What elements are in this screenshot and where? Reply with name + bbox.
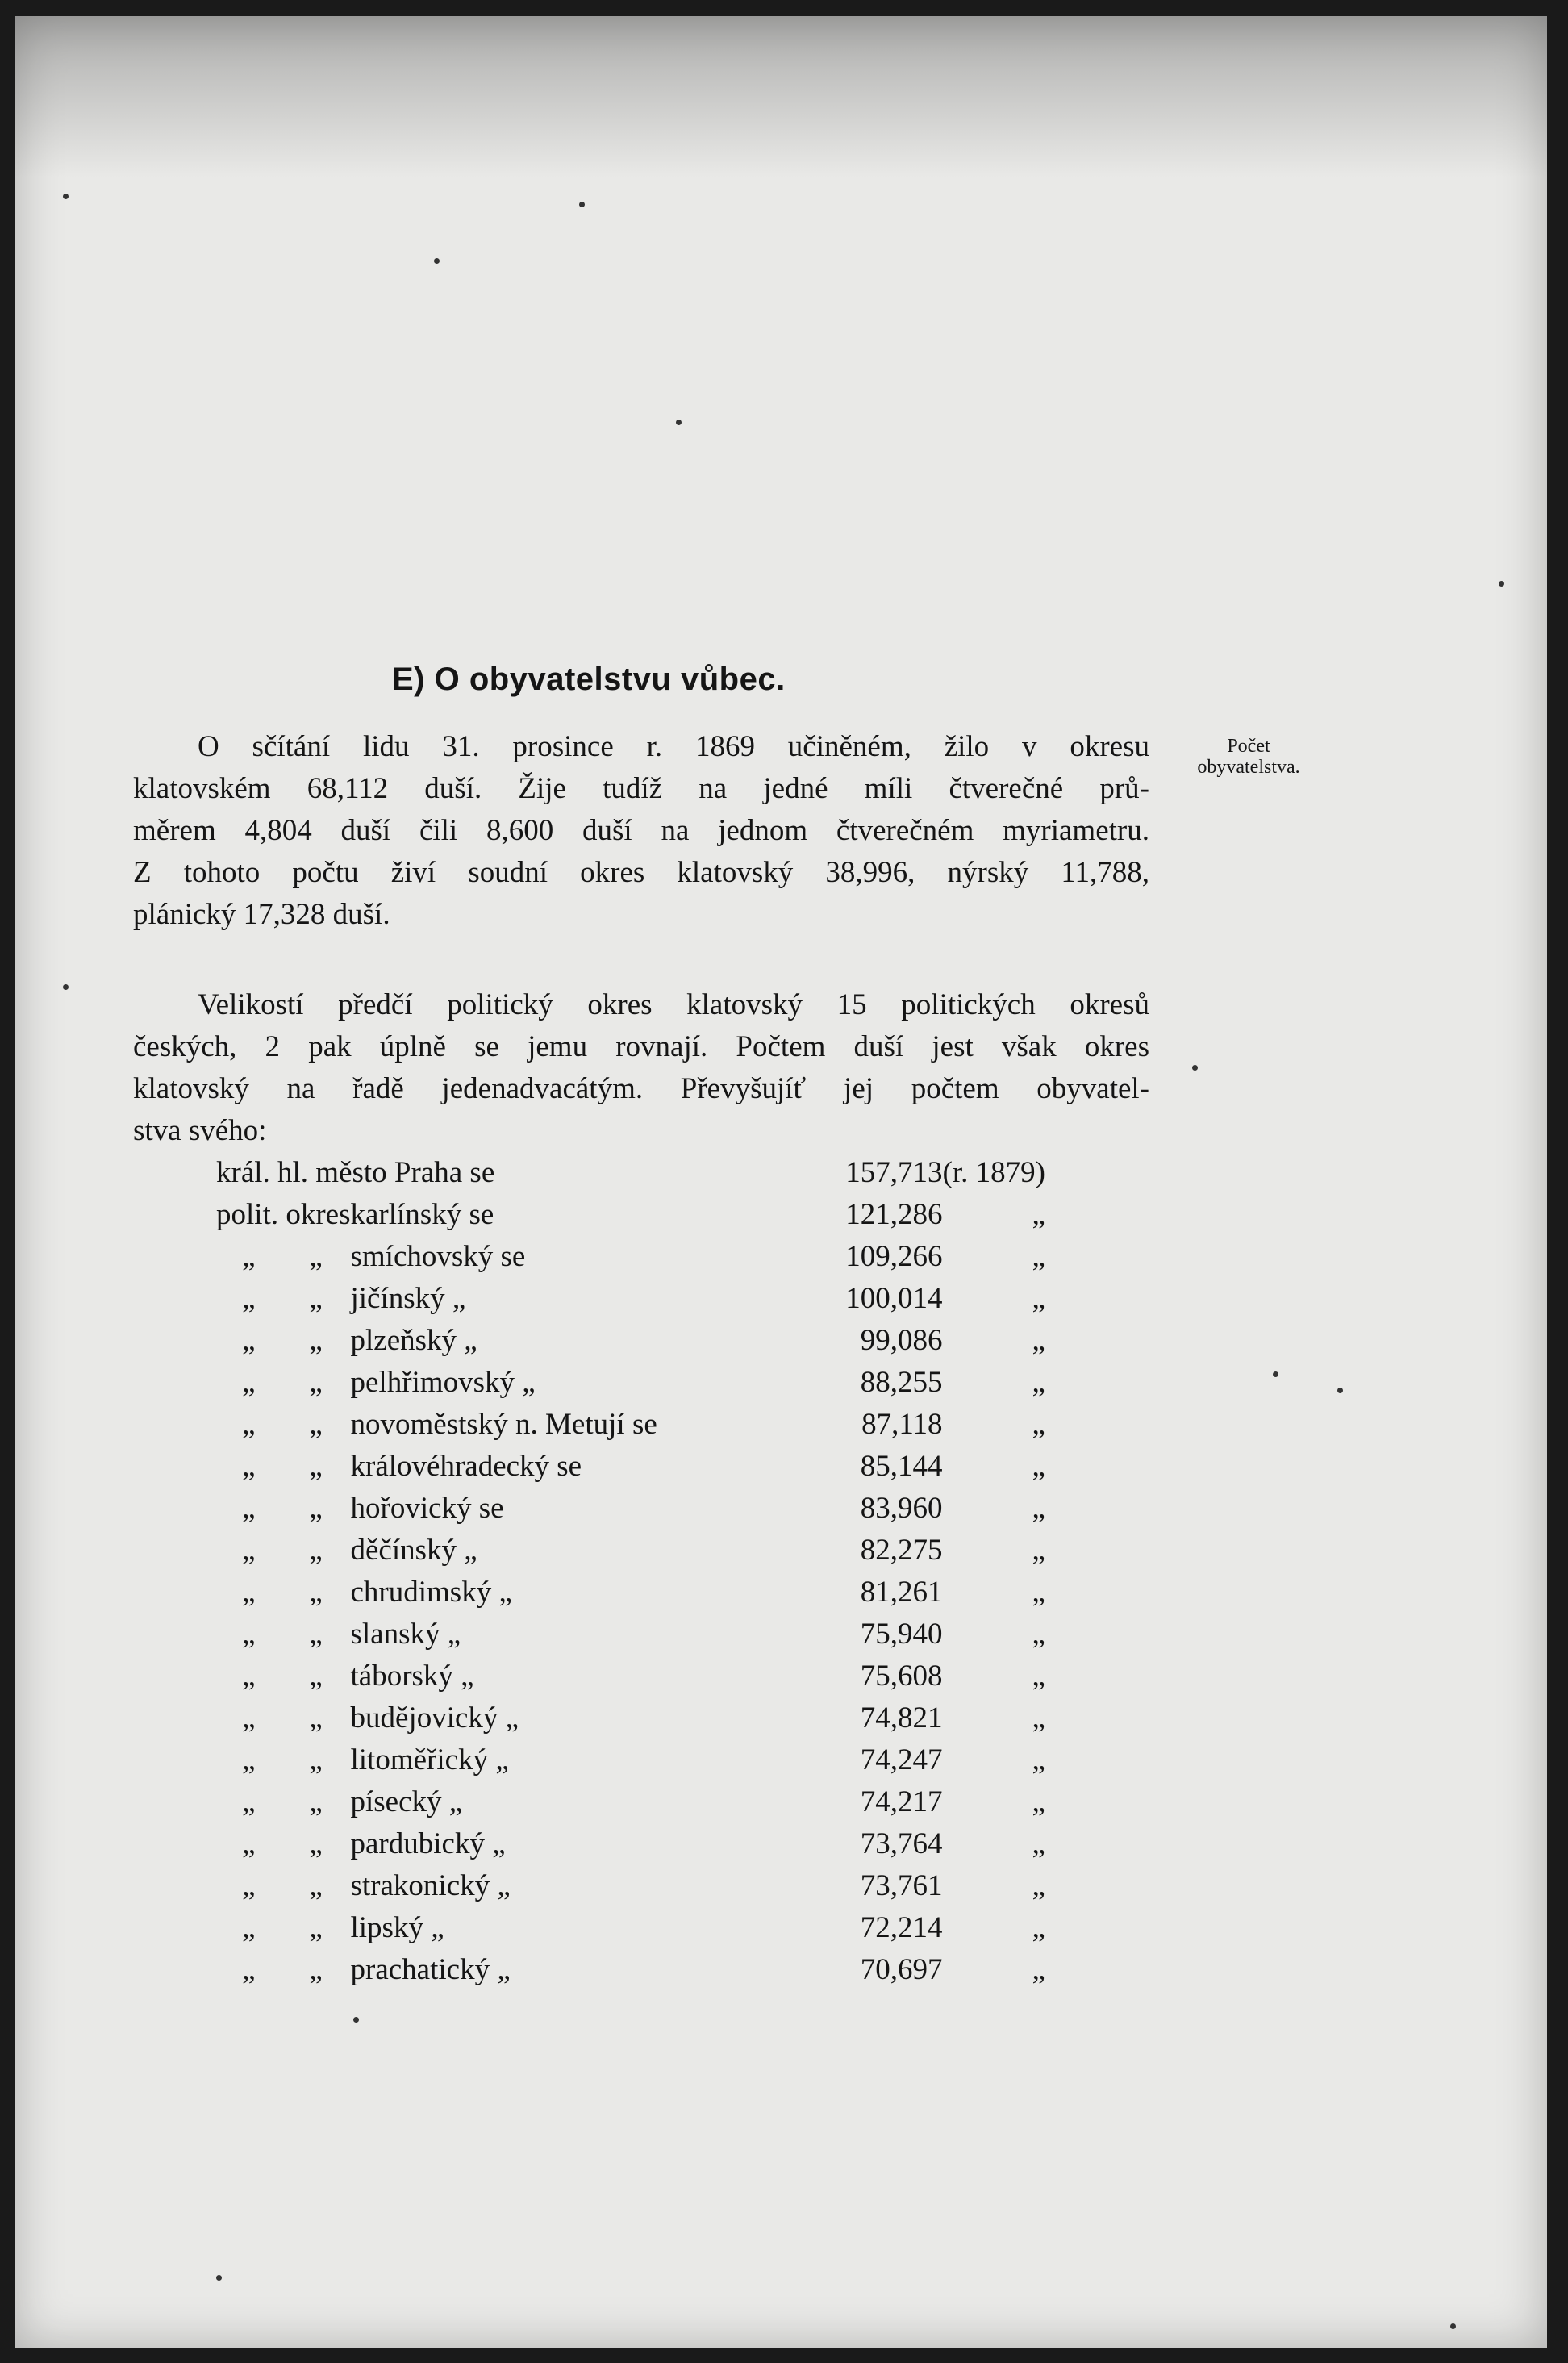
population-value: 73,761 xyxy=(860,1868,943,1902)
ditto-mark: „ xyxy=(309,1239,323,1273)
ditto-mark: „ xyxy=(242,1533,256,1567)
ditto-mark: „ xyxy=(309,1575,323,1609)
scan-speck xyxy=(216,2275,222,2281)
district-name: plzeňský „ xyxy=(350,1323,477,1357)
margin-note xyxy=(1164,736,1333,778)
ditto-mark: „ xyxy=(242,1785,256,1818)
population-value: 82,275 xyxy=(860,1533,943,1567)
population-table xyxy=(216,1151,1045,1990)
ditto-mark: „ xyxy=(242,1323,256,1357)
year-note: (r. 1879) xyxy=(942,1155,1045,1189)
ditto-mark: „ xyxy=(309,1491,323,1525)
population-value: 74,247 xyxy=(860,1743,943,1776)
table-row xyxy=(216,1445,1045,1487)
prefix-polit: polit. xyxy=(216,1197,279,1231)
paragraph-line: Velikostí předčí politický okres klatovský 15 politických okresů xyxy=(198,988,1149,1021)
ditto-mark: „ xyxy=(1032,1575,1045,1609)
population-value: 73,764 xyxy=(860,1827,943,1860)
ditto-mark: „ xyxy=(1032,1743,1045,1776)
paragraph-line: měrem 4,804 duší čili 8,600 duší na jednom čtverečném myriametru. xyxy=(133,814,1149,847)
paragraph-line: klatovském 68,112 duší. Žije tudíž na jedné míli čtverečné prů- xyxy=(133,772,1149,805)
ditto-mark: „ xyxy=(309,1910,323,1944)
ditto-mark: „ xyxy=(242,1868,256,1902)
ditto-mark: „ xyxy=(242,1827,256,1860)
paragraph-line: O sčítání lidu 31. prosince r. 1869 učiněném, žilo v okresu xyxy=(198,730,1149,763)
ditto-mark: „ xyxy=(242,1701,256,1735)
table-row xyxy=(216,1487,1045,1529)
table-row xyxy=(216,1361,1045,1403)
table-row xyxy=(216,1403,1045,1445)
margin-note-line: obyvatelstva. xyxy=(1197,757,1300,778)
district-name: táborský „ xyxy=(350,1659,474,1693)
scan-speck xyxy=(63,984,69,990)
ditto-mark: „ xyxy=(309,1868,323,1902)
table-row xyxy=(216,1697,1045,1739)
population-value: 75,940 xyxy=(860,1617,943,1651)
district-name: budějovický „ xyxy=(350,1701,519,1735)
district-name: strakonický „ xyxy=(350,1868,511,1902)
scan-speck xyxy=(1499,581,1504,587)
table-row xyxy=(216,1529,1045,1571)
ditto-mark: „ xyxy=(1032,1197,1045,1231)
ditto-mark: „ xyxy=(242,1617,256,1651)
table-row xyxy=(216,1781,1045,1822)
table-row xyxy=(216,1739,1045,1781)
ditto-mark: „ xyxy=(309,1659,323,1693)
ditto-mark: „ xyxy=(309,1365,323,1399)
paragraph-comparison xyxy=(133,984,1149,1152)
district-name: chrudimský „ xyxy=(350,1575,512,1609)
district-name: písecký „ xyxy=(350,1785,463,1818)
ditto-mark: „ xyxy=(1032,1701,1045,1735)
scan-speck xyxy=(434,258,440,264)
table-row xyxy=(216,1948,1045,1990)
ditto-mark: „ xyxy=(242,1407,256,1441)
ditto-mark: „ xyxy=(1032,1323,1045,1357)
scan-speck xyxy=(63,194,69,199)
scan-speck xyxy=(1450,2323,1456,2329)
population-value: 157,713 xyxy=(845,1155,943,1189)
population-value: 88,255 xyxy=(860,1365,943,1399)
ditto-mark: „ xyxy=(1032,1533,1045,1567)
ditto-mark: „ xyxy=(309,1701,323,1735)
population-value: 72,214 xyxy=(860,1910,943,1944)
population-table-body xyxy=(216,1151,1045,1990)
section-heading: E) O obyvatelstvu vůbec. xyxy=(392,662,786,697)
district-name: pelhřimovský „ xyxy=(350,1365,536,1399)
population-value: 121,286 xyxy=(845,1197,943,1231)
paragraph-line: stva svého: xyxy=(133,1114,267,1147)
population-value: 87,118 xyxy=(861,1407,943,1441)
district-name: lipský „ xyxy=(350,1910,444,1944)
scan-speck xyxy=(1273,1371,1278,1377)
ditto-mark: „ xyxy=(1032,1952,1045,1986)
ditto-mark: „ xyxy=(242,1239,256,1273)
ditto-mark: „ xyxy=(309,1323,323,1357)
table-row xyxy=(216,1571,1045,1613)
ditto-mark: „ xyxy=(1032,1617,1045,1651)
margin-note-line: Počet xyxy=(1227,736,1270,757)
paragraph-line: plánický 17,328 duší. xyxy=(133,898,390,931)
scanned-page xyxy=(15,16,1547,2348)
population-value: 81,261 xyxy=(860,1575,943,1609)
paragraph-line: klatovský na řadě jedenadvacátým. Převyšujíť jej počtem obyvatel- xyxy=(133,1072,1149,1105)
district-name: hořovický se xyxy=(350,1491,504,1525)
ditto-mark: „ xyxy=(242,1910,256,1944)
ditto-mark: „ xyxy=(242,1659,256,1693)
scan-speck xyxy=(676,420,682,425)
table-row xyxy=(216,1655,1045,1697)
district-name: litoměřický „ xyxy=(350,1743,509,1776)
ditto-mark: „ xyxy=(1032,1449,1045,1483)
population-value: 85,144 xyxy=(860,1449,943,1483)
ditto-mark: „ xyxy=(1032,1365,1045,1399)
scan-speck xyxy=(353,2017,359,2023)
paragraph-census xyxy=(133,726,1149,936)
table-row xyxy=(216,1906,1045,1948)
population-value: 100,014 xyxy=(845,1281,943,1315)
ditto-mark: „ xyxy=(242,1281,256,1315)
ditto-mark: „ xyxy=(309,1407,323,1441)
paragraph-line: českých, 2 pak úplně se jemu rovnají. Počtem duší jest však okres xyxy=(133,1030,1149,1063)
district-name: karlínský se xyxy=(350,1197,494,1231)
ditto-mark: „ xyxy=(309,1281,323,1315)
ditto-mark: „ xyxy=(309,1952,323,1986)
table-row xyxy=(216,1235,1045,1277)
ditto-mark: „ xyxy=(242,1743,256,1776)
ditto-mark: „ xyxy=(242,1365,256,1399)
ditto-mark: „ xyxy=(1032,1659,1045,1693)
ditto-mark: „ xyxy=(1032,1785,1045,1818)
ditto-mark: „ xyxy=(309,1617,323,1651)
ditto-mark: „ xyxy=(1032,1827,1045,1860)
district-name: slanský „ xyxy=(350,1617,461,1651)
district-prefix xyxy=(216,1193,351,1235)
scan-speck xyxy=(579,202,585,207)
district-name: král. hl. město Praha se xyxy=(216,1155,495,1189)
population-value: 83,960 xyxy=(860,1491,943,1525)
ditto-mark: „ xyxy=(1032,1910,1045,1944)
district-name: novoměstský n. Metují se xyxy=(350,1407,657,1441)
district-name: jičínský „ xyxy=(350,1281,466,1315)
scan-speck xyxy=(1192,1065,1198,1071)
ditto-mark: „ xyxy=(1032,1281,1045,1315)
ditto-mark: „ xyxy=(1032,1491,1045,1525)
ditto-mark: „ xyxy=(309,1785,323,1818)
table-row xyxy=(216,1864,1045,1906)
district-name: prachatický „ xyxy=(350,1952,511,1986)
table-row xyxy=(216,1277,1045,1319)
ditto-mark: „ xyxy=(242,1952,256,1986)
district-name: královéhradecký se xyxy=(350,1449,582,1483)
scan-speck xyxy=(1337,1388,1343,1393)
population-value: 99,086 xyxy=(860,1323,943,1357)
paragraph-line: Z tohoto počtu živí soudní okres klatovský 38,996, nýrský 11,788, xyxy=(133,856,1149,889)
ditto-mark: „ xyxy=(309,1743,323,1776)
ditto-mark: „ xyxy=(309,1827,323,1860)
prefix-okres: okres xyxy=(286,1197,351,1231)
ditto-mark: „ xyxy=(1032,1868,1045,1902)
ditto-mark: „ xyxy=(1032,1407,1045,1441)
ditto-mark: „ xyxy=(242,1449,256,1483)
population-value: 74,217 xyxy=(860,1785,943,1818)
ditto-mark: „ xyxy=(242,1575,256,1609)
table-row xyxy=(216,1822,1045,1864)
population-value: 74,821 xyxy=(860,1701,943,1735)
population-value: 75,608 xyxy=(860,1659,943,1693)
scan-shadow xyxy=(15,16,1547,177)
table-row xyxy=(216,1193,1045,1235)
ditto-mark: „ xyxy=(242,1491,256,1525)
table-row xyxy=(216,1319,1045,1361)
population-value: 109,266 xyxy=(845,1239,943,1273)
population-value: 70,697 xyxy=(860,1952,943,1986)
table-row xyxy=(216,1613,1045,1655)
district-name: smíchovský se xyxy=(350,1239,526,1273)
ditto-mark: „ xyxy=(309,1533,323,1567)
ditto-mark: „ xyxy=(309,1449,323,1483)
district-name: pardubický „ xyxy=(350,1827,506,1860)
ditto-mark: „ xyxy=(1032,1239,1045,1273)
district-name: děčínský „ xyxy=(350,1533,477,1567)
table-row xyxy=(216,1151,1045,1193)
